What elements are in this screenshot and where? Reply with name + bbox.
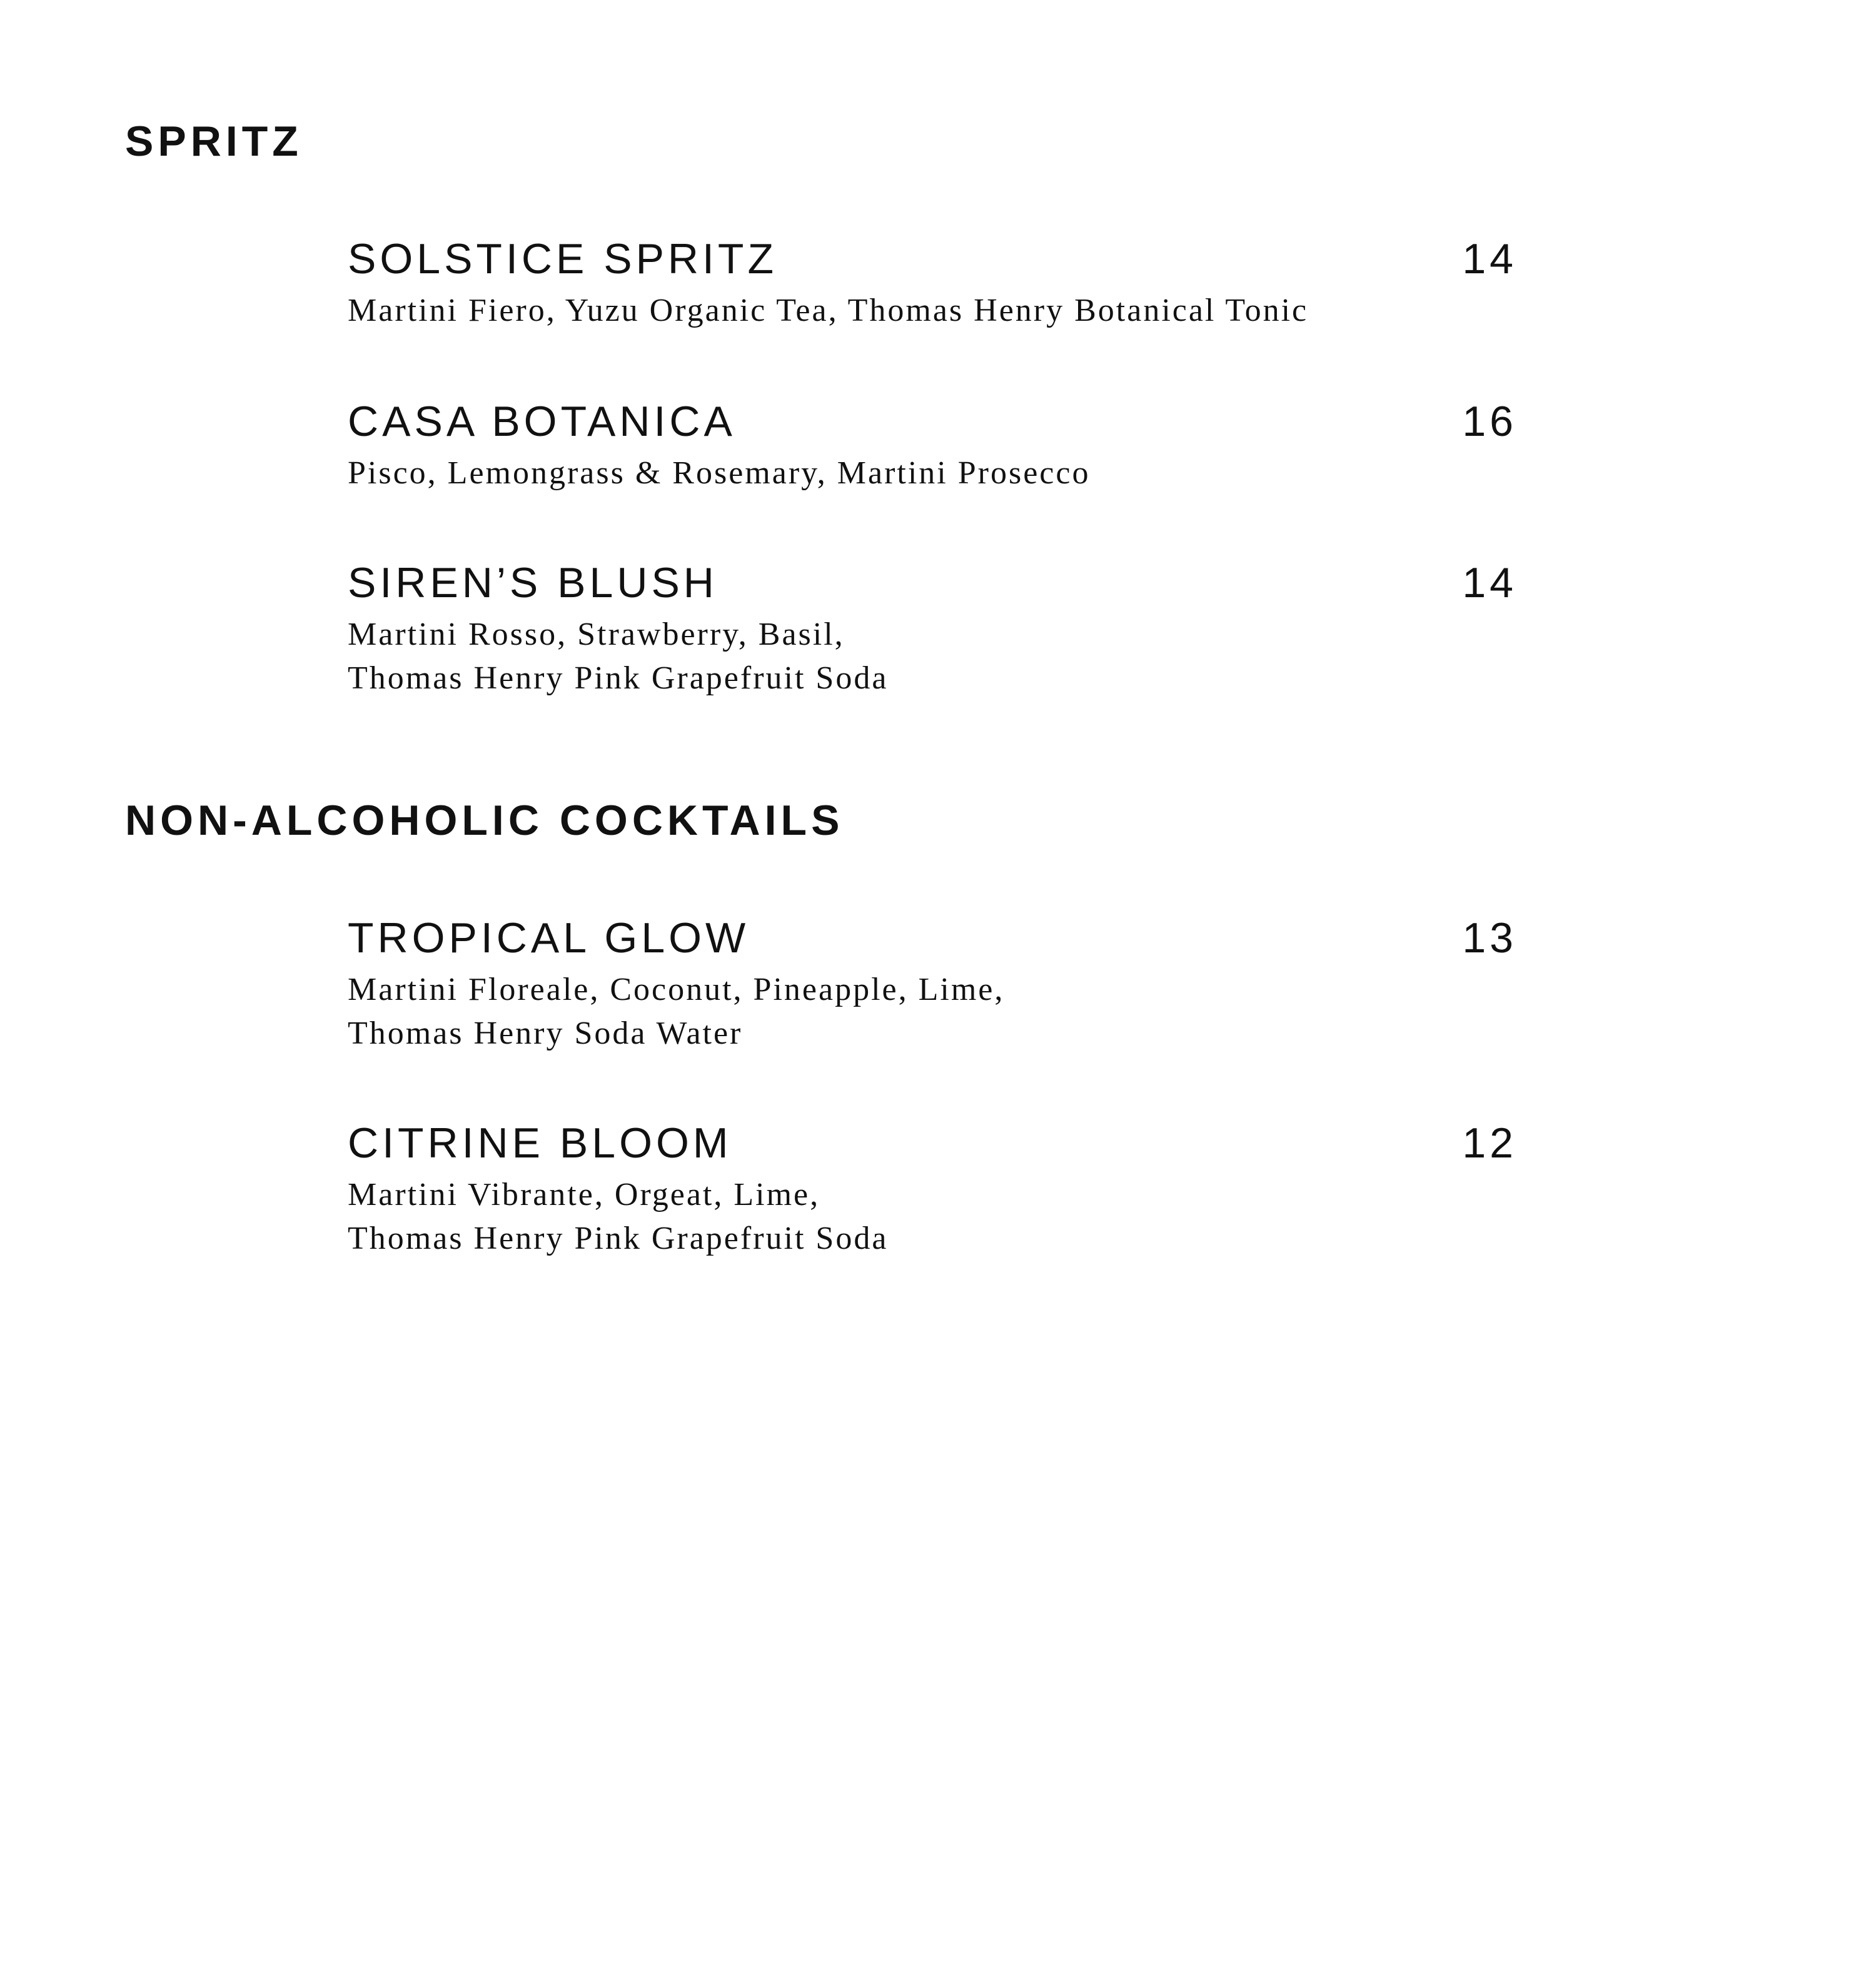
item-description-line: Thomas Henry Pink Grapefruit Soda [348,660,889,696]
section-title-spritz: SPRITZ [125,118,303,165]
item-price: 16 [1462,398,1517,445]
item-price: 13 [1462,914,1517,962]
menu-item-header [348,559,1517,607]
item-description-line: Thomas Henry Pink Grapefruit Soda [348,1221,889,1256]
item-description-line: Martini Floreale, Coconut, Pineapple, Lime, [348,972,1005,1007]
item-name: TROPICAL GLOW [348,914,750,962]
item-description-line: Martini Rosso, Strawberry, Basil, [348,617,845,652]
menu-item-sirens-blush [348,559,1517,696]
item-description-line: Martini Vibrante, Orgeat, Lime, [348,1177,820,1212]
menu-item-tropical-glow [348,914,1517,1051]
item-description-line: Thomas Henry Soda Water [348,1016,743,1051]
item-name: SOLSTICE SPRITZ [348,235,777,283]
item-price: 12 [1462,1119,1517,1167]
menu-item-header [348,914,1517,962]
menu-item-header [348,1119,1517,1167]
item-description-line: Martini Fiero, Yuzu Organic Tea, Thomas Henry Botanical Tonic [348,293,1309,328]
item-description [348,289,1473,333]
menu-item-header [348,400,1517,445]
item-name: CITRINE BLOOM [348,1119,732,1167]
item-name: CASA BOTANICA [348,398,736,445]
item-description-line: Pisco, Lemongrass & Rosemary, Martini Prosecco [348,455,1091,491]
item-description [348,1173,1473,1261]
item-price: 14 [1462,559,1517,607]
menu-item-citrine-bloom [348,1119,1517,1256]
menu-item-casa-botanica [348,398,1517,491]
item-description [348,613,1473,700]
menu-item-solstice-spritz [348,235,1517,328]
section-title-non-alcoholic-cocktails: NON-ALCOHOLIC COCKTAILS [125,797,844,844]
item-name: SIREN’S BLUSH [348,559,718,607]
item-description [348,451,1473,495]
menu-item-header [348,235,1517,283]
item-description [348,968,1473,1056]
item-price: 14 [1462,235,1517,283]
